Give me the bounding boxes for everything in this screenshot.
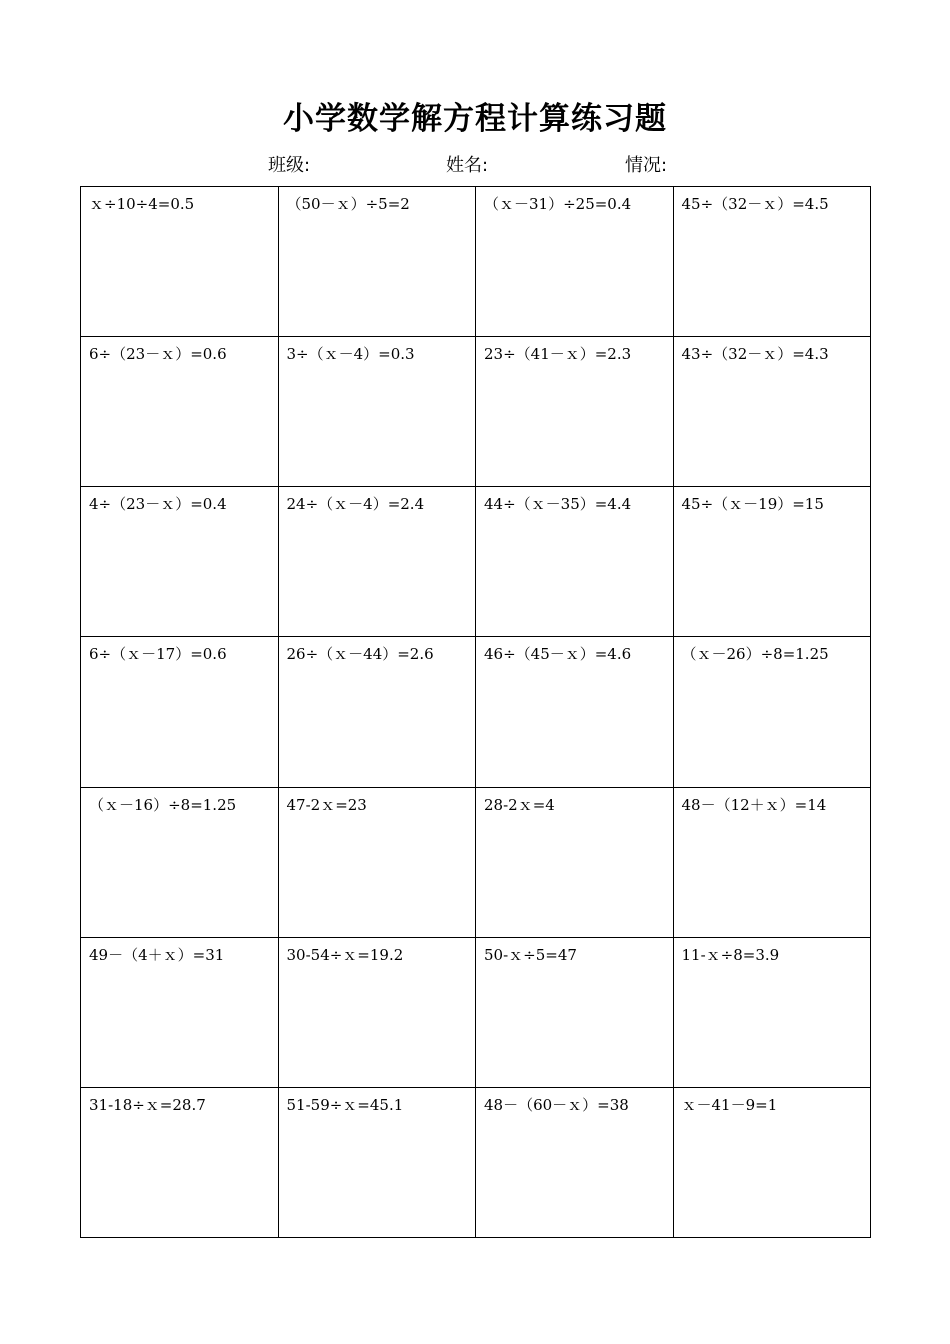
problem-cell: 51-59÷ｘ=45.1 <box>279 1088 477 1238</box>
problem-cell: ｘ÷10÷4=0.5 <box>81 187 279 337</box>
problem-cell: 48－（12＋ｘ）=14 <box>674 788 872 938</box>
problem-cell: （ｘ－31）÷25=0.4 <box>476 187 674 337</box>
problem-cell: 48－（60－ｘ）=38 <box>476 1088 674 1238</box>
problem-cell: 43÷（32－ｘ）=4.3 <box>674 337 872 487</box>
problem-cell: 6÷（ｘ－17）=0.6 <box>81 637 279 787</box>
problem-cell: 50-ｘ÷5=47 <box>476 938 674 1088</box>
problem-cell: 11-ｘ÷8=3.9 <box>674 938 872 1088</box>
problem-cell: 30-54÷ｘ=19.2 <box>279 938 477 1088</box>
problem-cell: 49－（4＋ｘ）=31 <box>81 938 279 1088</box>
problem-cell: 45÷（32－ｘ）=4.5 <box>674 187 872 337</box>
problem-cell: 46÷（45－ｘ）=4.6 <box>476 637 674 787</box>
problem-cell: （ｘ－16）÷8=1.25 <box>81 788 279 938</box>
problem-cell: 47-2ｘ=23 <box>279 788 477 938</box>
problem-cell: 3÷（ｘ－4）=0.3 <box>279 337 477 487</box>
problem-cell: 45÷（ｘ－19）=15 <box>674 487 872 637</box>
problem-cell: 26÷（ｘ－44）=2.6 <box>279 637 477 787</box>
class-label: 班级: <box>268 155 311 176</box>
problem-cell: 24÷（ｘ－4）=2.4 <box>279 487 477 637</box>
page-title: 小学数学解方程计算练习题 <box>283 101 667 137</box>
status-label: 情况: <box>625 155 668 176</box>
problem-cell: 31-18÷ｘ=28.7 <box>81 1088 279 1238</box>
problem-cell: 28-2ｘ=4 <box>476 788 674 938</box>
problem-cell: 23÷（41－ｘ）=2.3 <box>476 337 674 487</box>
problem-cell: （50－ｘ）÷5=2 <box>279 187 477 337</box>
problem-grid <box>80 186 871 1238</box>
problem-cell: 6÷（23－ｘ）=0.6 <box>81 337 279 487</box>
name-label: 姓名: <box>446 155 489 176</box>
problem-cell: 4÷（23－ｘ）=0.4 <box>81 487 279 637</box>
problem-cell: （ｘ－26）÷8=1.25 <box>674 637 872 787</box>
problem-cell: ｘ－41－9=1 <box>674 1088 872 1238</box>
problem-cell: 44÷（ｘ－35）=4.4 <box>476 487 674 637</box>
